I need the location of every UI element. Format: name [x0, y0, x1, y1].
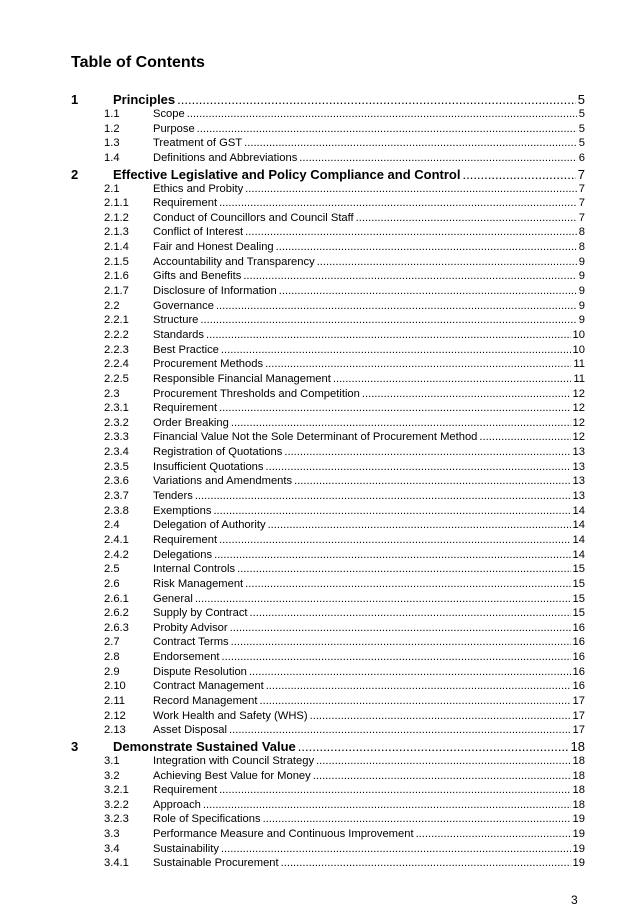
toc-entry-number: 2.6.2 — [104, 607, 129, 620]
toc-leader-dots — [281, 857, 571, 869]
toc-entry-number: 2.1.2 — [104, 211, 129, 224]
toc-leader-dots — [259, 695, 570, 707]
toc-entry-number: 2.6 — [104, 577, 120, 590]
toc-entry-number: 2.9 — [104, 665, 120, 678]
toc-entry-number: 1.3 — [104, 137, 120, 150]
toc-entry-page: 18 — [570, 738, 585, 754]
toc-leader-dots — [310, 710, 571, 722]
toc-entry-title: Achieving Best Value for Money — [153, 769, 311, 782]
toc-subsection-entry[interactable] — [71, 108, 585, 123]
toc-subsection-entry[interactable] — [71, 256, 585, 271]
toc-leader-dots — [214, 549, 570, 561]
toc-subsection-entry[interactable] — [71, 799, 585, 814]
toc-leader-dots — [195, 490, 571, 502]
toc-leader-dots — [298, 739, 569, 754]
toc-subsection-entry[interactable] — [71, 770, 585, 785]
toc-entry-page: 7 — [578, 182, 585, 195]
toc-entry-page: 14 — [572, 548, 585, 561]
toc-entry-number: 2.5 — [104, 563, 120, 576]
toc-entry-number: 2.6.3 — [104, 621, 129, 634]
toc-subsection-entry[interactable] — [71, 197, 585, 212]
toc-entry-page: 16 — [572, 621, 585, 634]
toc-entry-page: 5 — [578, 108, 585, 120]
toc-subsection-entry[interactable] — [71, 784, 585, 799]
toc-entry-number: 1.1 — [104, 108, 120, 120]
toc-entry-page: 15 — [572, 592, 585, 605]
toc-subsection-entry[interactable] — [71, 446, 585, 461]
toc-entry-number: 2.7 — [104, 636, 120, 649]
toc-entry-number: 2.4.2 — [104, 548, 129, 561]
toc-entry-page: 5 — [578, 122, 585, 135]
toc-entry-number: 3.3 — [104, 828, 120, 841]
toc-entry-page: 14 — [572, 519, 585, 532]
toc-entry-title: Definitions and Abbreviations — [153, 151, 298, 164]
toc-leader-dots — [219, 534, 570, 546]
toc-subsection-entry[interactable] — [71, 329, 585, 344]
toc-subsection-entry[interactable] — [71, 475, 585, 490]
toc-subsection-entry[interactable] — [71, 666, 585, 681]
toc-entry-number: 2.1.6 — [104, 270, 129, 283]
toc-entry-page: 6 — [578, 151, 585, 164]
toc-subsection-entry[interactable] — [71, 373, 585, 388]
toc-entry-page: 19 — [572, 828, 585, 841]
toc-leader-dots — [244, 137, 577, 149]
toc-entry-title: Sustainable Procurement — [153, 857, 279, 870]
page-title: Table of Contents — [71, 54, 205, 71]
toc-leader-dots — [313, 770, 571, 782]
toc-entry-page: 12 — [572, 416, 585, 429]
toc-subsection-entry[interactable] — [71, 724, 585, 739]
toc-entry-page: 12 — [572, 402, 585, 415]
toc-entry-page: 15 — [572, 563, 585, 576]
toc-entry-number: 2.1.3 — [104, 226, 129, 239]
toc-subsection-entry[interactable] — [71, 651, 585, 666]
toc-entry-title: Structure — [153, 314, 199, 327]
toc-entry-title: Accountability and Transparency — [153, 255, 315, 268]
toc-leader-dots — [177, 92, 576, 107]
toc-entry-title: Requirement — [153, 402, 218, 415]
toc-entry-number: 2.3.6 — [104, 475, 129, 488]
toc-entry-number: 2.3.5 — [104, 460, 129, 473]
toc-subsection-entry[interactable] — [71, 490, 585, 505]
toc-entry-title: Delegations — [153, 548, 213, 561]
toc-entry-page: 8 — [578, 226, 585, 239]
toc-entry-title: Sustainability — [153, 842, 219, 855]
toc-leader-dots — [276, 241, 577, 253]
toc-subsection-entry[interactable] — [71, 388, 585, 403]
toc-subsection-entry[interactable] — [71, 505, 585, 520]
toc-section-entry[interactable] — [71, 167, 585, 183]
toc-entry-page: 15 — [572, 607, 585, 620]
toc-leader-dots — [219, 402, 570, 414]
toc-entry-title: Asset Disposal — [153, 724, 227, 737]
toc-entry-number: 2.1.7 — [104, 285, 129, 298]
toc-subsection-entry[interactable] — [71, 680, 585, 695]
toc-entry-number: 3.2 — [104, 769, 120, 782]
toc-section-entry[interactable] — [71, 92, 585, 108]
toc-entry-number: 2.12 — [104, 709, 126, 722]
toc-entry-page: 16 — [572, 651, 585, 664]
toc-subsection-entry[interactable] — [71, 358, 585, 373]
toc-leader-dots — [206, 329, 571, 341]
toc-subsection-entry[interactable] — [71, 402, 585, 417]
toc-leader-dots — [237, 563, 570, 575]
toc-entry-title: Procurement Methods — [153, 358, 264, 371]
toc-subsection-entry[interactable] — [71, 710, 585, 725]
toc-entry-page: 10 — [572, 343, 585, 356]
toc-leader-dots — [263, 813, 571, 825]
toc-entry-number: 3.2.2 — [104, 798, 129, 811]
toc-subsection-entry[interactable] — [71, 212, 585, 227]
toc-entry-title: Conduct of Councillors and Council Staff — [153, 211, 354, 224]
page-number: 3 — [571, 893, 578, 907]
toc-leader-dots — [316, 755, 570, 767]
toc-entry-title: Supply by Contract — [153, 607, 248, 620]
toc-entry-number: 1 — [71, 92, 79, 107]
toc-entry-page: 18 — [572, 769, 585, 782]
toc-entry-title: Performance Measure and Continuous Improvement — [153, 828, 414, 841]
toc-subsection-entry[interactable] — [71, 636, 585, 651]
toc-leader-dots — [221, 843, 571, 855]
toc-entry-page: 13 — [572, 446, 585, 459]
toc-entry-title: Scope — [153, 108, 185, 120]
toc-entry-page: 9 — [578, 299, 585, 312]
toc-leader-dots — [200, 314, 576, 326]
toc-leader-dots — [462, 167, 575, 182]
toc-entry-number: 2.3.4 — [104, 446, 129, 459]
toc-entry-page: 11 — [573, 372, 585, 385]
toc-entry-page: 13 — [572, 490, 585, 503]
toc-entry-title: Approach — [153, 798, 201, 811]
toc-entry-title: Requirement — [153, 533, 218, 546]
toc-entry-title: Variations and Amendments — [153, 475, 293, 488]
toc-entry-page: 13 — [572, 475, 585, 488]
toc-subsection-entry[interactable] — [71, 549, 585, 564]
toc-entry-title: Order Breaking — [153, 416, 229, 429]
toc-entry-page: 12 — [572, 431, 585, 444]
toc-entry-number: 3 — [71, 738, 79, 754]
toc-leader-dots — [245, 183, 577, 195]
toc-entry-number: 2.2.1 — [104, 314, 129, 327]
toc-entry-number: 2.2.2 — [104, 328, 129, 341]
toc-entry-title: Standards — [153, 328, 204, 341]
toc-entry-title: Role of Specifications — [153, 813, 261, 826]
toc-leader-dots — [249, 666, 571, 678]
toc-leader-dots — [268, 519, 571, 531]
toc-entry-title: Purpose — [153, 122, 195, 135]
toc-leader-dots — [213, 505, 570, 517]
toc-entry-number: 2.6.1 — [104, 592, 129, 605]
toc-entry-page: 9 — [578, 270, 585, 283]
toc-leader-dots — [231, 636, 571, 648]
toc-leader-dots — [356, 212, 577, 224]
toc-entry-title: Fair and Honest Dealing — [153, 241, 274, 254]
toc-subsection-entry[interactable] — [71, 183, 585, 198]
toc-leader-dots — [479, 431, 570, 443]
toc-subsection-entry[interactable] — [71, 270, 585, 285]
toc-entry-number: 3.4.1 — [104, 857, 129, 870]
toc-entry-title: Procurement Thresholds and Competition — [153, 387, 360, 400]
toc-subsection-entry[interactable] — [71, 431, 585, 446]
toc-entry-page: 19 — [572, 857, 585, 870]
toc-entry-title: Internal Controls — [153, 563, 236, 576]
toc-leader-dots — [245, 226, 577, 238]
toc-entry-number: 2.2.3 — [104, 343, 129, 356]
toc-entry-title: Best Practice — [153, 343, 219, 356]
toc-leader-dots — [250, 607, 571, 619]
toc-subsection-entry[interactable] — [71, 695, 585, 710]
toc-section-entry[interactable] — [71, 739, 585, 755]
toc-entry-number: 2.2.5 — [104, 372, 129, 385]
toc-leader-dots — [219, 784, 570, 796]
toc-entry-number: 2.1 — [104, 182, 120, 195]
toc-subsection-entry[interactable] — [71, 241, 585, 256]
toc-entry-number: 2.13 — [104, 724, 126, 737]
toc-entry-page: 17 — [572, 724, 585, 737]
toc-entry-number: 1.4 — [104, 151, 120, 164]
toc-entry-page: 9 — [578, 255, 585, 268]
toc-entry-number: 2.4.1 — [104, 533, 129, 546]
toc-entry-number: 2.3.1 — [104, 402, 129, 415]
toc-subsection-entry[interactable] — [71, 285, 585, 300]
toc-entry-page: 13 — [572, 460, 585, 473]
toc-entry-page: 17 — [572, 709, 585, 722]
toc-leader-dots — [219, 197, 577, 209]
toc-subsection-entry[interactable] — [71, 417, 585, 432]
toc-entry-page: 14 — [572, 504, 585, 517]
toc-entry-number: 2.2.4 — [104, 358, 129, 371]
toc-entry-title: Treatment of GST — [153, 137, 243, 150]
toc-entry-page: 9 — [578, 285, 585, 298]
toc-leader-dots — [416, 828, 571, 840]
toc-entry-number: 3.2.3 — [104, 813, 129, 826]
toc-subsection-entry[interactable] — [71, 622, 585, 637]
toc-entry-number: 2.3 — [104, 387, 120, 400]
toc-entry-page: 19 — [572, 842, 585, 855]
toc-entry-title: Dispute Resolution — [153, 665, 247, 678]
toc-entry-number: 2.8 — [104, 651, 120, 664]
toc-leader-dots — [229, 724, 571, 736]
toc-entry-title: Responsible Financial Management — [153, 372, 331, 385]
toc-leader-dots — [284, 446, 570, 458]
toc-subsection-entry[interactable] — [71, 123, 585, 138]
toc-subsection-entry[interactable] — [71, 461, 585, 476]
toc-leader-dots — [203, 799, 571, 811]
toc-leader-dots — [243, 270, 576, 282]
toc-entry-title: Financial Value Not the Sole Determinant of Procurement Method — [153, 431, 478, 444]
toc-entry-title: Requirement — [153, 784, 218, 797]
toc-leader-dots — [299, 152, 576, 164]
toc-subsection-entry[interactable] — [71, 534, 585, 549]
toc-entry-page: 8 — [578, 241, 585, 254]
toc-entry-number: 2.2 — [104, 299, 120, 312]
toc-entry-title: Effective Legislative and Policy Compliance and Control — [113, 166, 461, 182]
toc-entry-page: 10 — [572, 328, 585, 341]
toc-entry-title: Demonstrate Sustained Value — [113, 738, 296, 754]
toc-leader-dots — [230, 622, 571, 634]
toc-leader-dots — [187, 108, 577, 120]
toc-subsection-entry[interactable] — [71, 226, 585, 241]
toc-entry-title: General — [153, 592, 193, 605]
toc-entry-page: 15 — [572, 577, 585, 590]
toc-entry-title: Tenders — [153, 490, 193, 503]
toc-entry-title: Work Health and Safety (WHS) — [153, 709, 308, 722]
toc-entry-number: 3.1 — [104, 754, 120, 767]
toc-subsection-entry[interactable] — [71, 813, 585, 828]
toc-entry-page: 7 — [577, 166, 585, 182]
toc-entry-title: Conflict of Interest — [153, 226, 244, 239]
toc-leader-dots — [266, 461, 571, 473]
toc-entry-page: 12 — [572, 387, 585, 400]
toc-entry-number: 2.1.4 — [104, 241, 129, 254]
toc-leader-dots — [317, 256, 577, 268]
toc-entry-title: Delegation of Authority — [153, 519, 266, 532]
toc-entry-page: 16 — [572, 665, 585, 678]
toc-leader-dots — [222, 651, 571, 663]
toc-subsection-entry[interactable] — [71, 828, 585, 843]
toc-entry-title: Disclosure of Information — [153, 285, 277, 298]
toc-leader-dots — [195, 593, 571, 605]
toc-entry-page: 18 — [572, 784, 585, 797]
toc-entry-page: 18 — [572, 754, 585, 767]
toc-subsection-entry[interactable] — [71, 843, 585, 858]
toc-entry-number: 3.2.1 — [104, 784, 129, 797]
toc-entry-title: Registration of Quotations — [153, 446, 283, 459]
toc-leader-dots — [265, 358, 571, 370]
toc-leader-dots — [231, 417, 571, 429]
toc-subsection-entry[interactable] — [71, 857, 585, 872]
toc-subsection-entry[interactable] — [71, 152, 585, 167]
toc-entry-title: Contract Terms — [153, 636, 229, 649]
toc-entry-title: Requirement — [153, 197, 218, 210]
toc-leader-dots — [216, 300, 577, 312]
toc-subsection-entry[interactable] — [71, 519, 585, 534]
toc-subsection-entry[interactable] — [71, 607, 585, 622]
toc-entry-number: 2.3.7 — [104, 490, 129, 503]
toc-subsection-entry[interactable] — [71, 314, 585, 329]
toc-entry-number: 3.4 — [104, 842, 120, 855]
toc-entry-page: 18 — [572, 798, 585, 811]
toc-entry-number: 2.11 — [104, 694, 125, 707]
toc-entry-number: 2.10 — [104, 680, 126, 693]
toc-subsection-entry[interactable] — [71, 137, 585, 152]
toc-entry-title: Integration with Council Strategy — [153, 754, 315, 767]
toc-entry-number: 2 — [71, 166, 79, 182]
toc-entry-number: 2.3.3 — [104, 431, 129, 444]
toc-entry-page: 9 — [578, 314, 585, 327]
toc-leader-dots — [266, 680, 571, 692]
toc-leader-dots — [333, 373, 572, 385]
toc-subsection-entry[interactable] — [71, 300, 585, 315]
toc-entry-title: Risk Management — [153, 577, 244, 590]
toc-entry-title: Principles — [113, 92, 176, 107]
toc-leader-dots — [221, 344, 571, 356]
toc-entry-number: 2.3.8 — [104, 504, 129, 517]
toc-entry-title: Record Management — [153, 694, 258, 707]
toc-leader-dots — [279, 285, 577, 297]
toc-subsection-entry[interactable] — [71, 755, 585, 770]
toc-entry-page: 17 — [572, 694, 585, 707]
toc-entry-page: 7 — [578, 211, 585, 224]
toc-entry-number: 2.1.5 — [104, 255, 129, 268]
toc-leader-dots — [197, 123, 577, 135]
toc-entry-title: Gifts and Benefits — [153, 270, 242, 283]
toc-entry-number: 2.4 — [104, 519, 120, 532]
toc-entry-page: 14 — [572, 533, 585, 546]
toc-subsection-entry[interactable] — [71, 578, 585, 593]
toc-entry-page: 5 — [578, 137, 585, 150]
toc-leader-dots — [245, 578, 570, 590]
toc-entry-title: Ethics and Probity — [153, 182, 244, 195]
toc-leader-dots — [294, 475, 570, 487]
toc-entry-page: 16 — [572, 636, 585, 649]
toc-entry-page: 5 — [577, 92, 585, 107]
toc-entry-page: 11 — [573, 358, 585, 371]
toc-leader-dots — [362, 388, 571, 400]
toc-entry-page: 7 — [578, 197, 585, 210]
table-of-contents — [71, 92, 585, 872]
toc-entry-title: Governance — [153, 299, 214, 312]
toc-entry-number: 1.2 — [104, 122, 120, 135]
toc-entry-title: Probity Advisor — [153, 621, 228, 634]
toc-subsection-entry[interactable] — [71, 344, 585, 359]
toc-entry-number: 2.1.1 — [104, 197, 129, 210]
toc-entry-page: 19 — [572, 813, 585, 826]
toc-subsection-entry[interactable] — [71, 563, 585, 578]
toc-subsection-entry[interactable] — [71, 593, 585, 608]
toc-entry-number: 2.3.2 — [104, 416, 129, 429]
toc-entry-title: Exemptions — [153, 504, 212, 517]
toc-entry-title: Endorsement — [153, 651, 220, 664]
toc-entry-page: 16 — [572, 680, 585, 693]
toc-entry-title: Contract Management — [153, 680, 264, 693]
toc-entry-title: Insufficient Quotations — [153, 460, 264, 473]
